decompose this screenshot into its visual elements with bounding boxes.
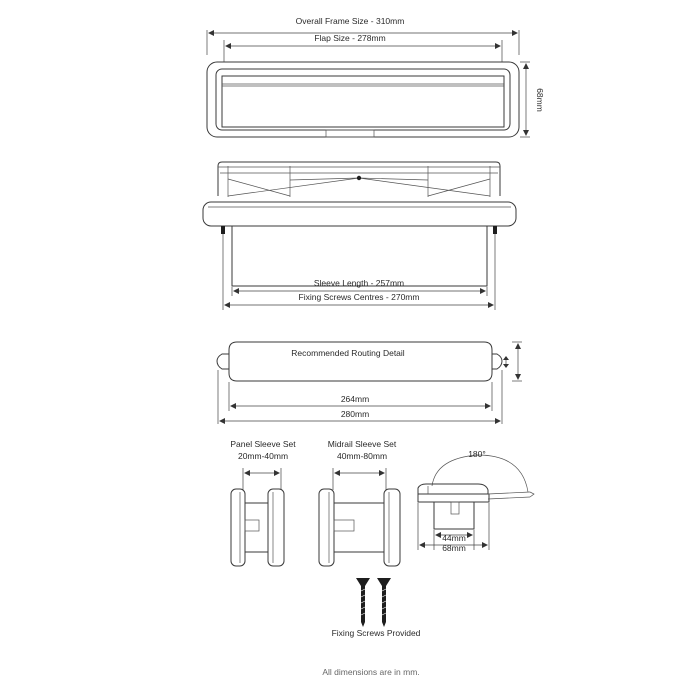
- top-view: [203, 162, 516, 310]
- bottom-tab: [326, 130, 374, 137]
- right-screw-boss: [493, 226, 497, 234]
- panel-sleeve-set: [230, 439, 296, 566]
- side-profile-view: [418, 449, 534, 553]
- panel-left-plate: [231, 489, 245, 566]
- panel-sleeve-range: 20mm-40mm: [237, 451, 289, 461]
- side-outer-label: 68mm: [442, 543, 466, 553]
- routing-inner-label: 264mm: [340, 394, 370, 404]
- routing-right-lobe: [492, 354, 502, 369]
- height-label: 68mm: [535, 88, 545, 112]
- panel-sleeve-title: Panel Sleeve Set: [230, 439, 296, 449]
- frame-inner-edge: [216, 69, 510, 130]
- midrail-right-plate: [384, 489, 400, 566]
- midrail-sleeve-body: [334, 503, 384, 552]
- footer-note: All dimensions are in mm.: [322, 667, 420, 677]
- flap-swing-arc: [432, 455, 528, 492]
- panel-right-plate: [268, 489, 284, 566]
- side-sleeve: [434, 502, 474, 529]
- left-screw-boss: [221, 226, 225, 234]
- overall-frame-label: Overall Frame Size - 310mm: [295, 16, 405, 26]
- frame-side-profile: [203, 202, 516, 226]
- swing-angle-label: 180°: [468, 449, 486, 459]
- midrail-sleeve-set: [319, 439, 400, 566]
- sleeve-body: [232, 226, 487, 286]
- screw-left: [356, 578, 370, 627]
- hinge-pivot: [357, 176, 361, 180]
- routing-left-lobe: [217, 354, 229, 369]
- open-flap-edge: [530, 492, 534, 497]
- outer-frame: [207, 62, 519, 137]
- routing-outer-label: 280mm: [340, 409, 370, 419]
- side-frame-base: [418, 494, 489, 502]
- sleeve-length-label: Sleeve Length - 257mm: [313, 278, 405, 288]
- flap-size-label: Flap Size - 278mm: [314, 33, 386, 43]
- screws-caption: Fixing Screws Provided: [331, 628, 421, 638]
- panel-sleeve-body: [245, 503, 268, 552]
- fixing-centres-label: Fixing Screws Centres - 270mm: [298, 292, 420, 302]
- side-inner-label: 44mm: [442, 533, 466, 543]
- fixing-screws: [332, 578, 421, 638]
- midrail-sleeve-range: 40mm-80mm: [336, 451, 388, 461]
- side-frame-top: [418, 484, 488, 494]
- midrail-left-plate: [319, 489, 334, 566]
- routing-detail: [217, 342, 522, 424]
- routing-title: Recommended Routing Detail: [291, 348, 405, 358]
- midrail-sleeve-title: Midrail Sleeve Set: [327, 439, 397, 449]
- front-view: [207, 16, 545, 137]
- screw-right: [377, 578, 391, 627]
